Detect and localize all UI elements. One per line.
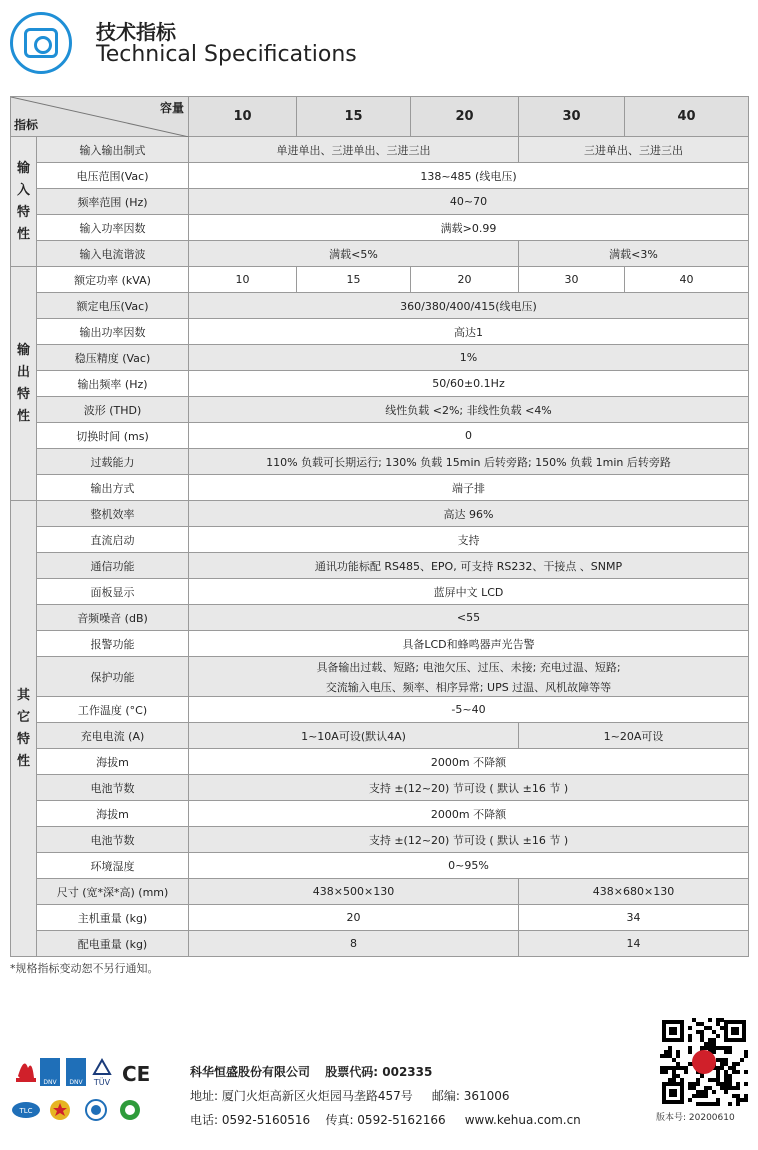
- row-label: 输出方式: [37, 475, 189, 501]
- value-cell: 满载<3%: [519, 241, 749, 267]
- value-cell: 438×500×130: [189, 879, 519, 905]
- value-cell: 14: [519, 931, 749, 957]
- group-label-input: [11, 137, 37, 267]
- value-text: 高达1: [454, 325, 483, 339]
- table-row: [11, 579, 749, 605]
- table-row: [11, 241, 749, 267]
- svg-text:DNV: DNV: [43, 1079, 57, 1086]
- row-label: 电压范围(Vac): [37, 163, 189, 189]
- row-label: 海拔m: [37, 801, 189, 827]
- title-cn: 技术指标: [96, 20, 176, 44]
- value-text: 2000m 不降额: [430, 807, 507, 821]
- value-text: 线性负载 <2%; 非线性负载 <4%: [385, 403, 552, 417]
- title-en: Technical Specifications: [96, 42, 357, 67]
- row-label: 音频噪音 (dB): [37, 605, 189, 631]
- value-cell: [189, 605, 749, 631]
- value-text: 支持 ±(12~20) 节可设 ( 默认 ±16 节 ): [368, 781, 569, 795]
- row-label: 输入电流谐波: [37, 241, 189, 267]
- fax: 传真: 0592-5162166: [325, 1113, 446, 1127]
- spec-table: [10, 96, 749, 957]
- table-row: [11, 827, 749, 853]
- dnv-icon-2: [66, 1058, 86, 1086]
- row-label: 海拔m: [37, 749, 189, 775]
- value-text: <55: [456, 611, 481, 624]
- value-cell: 单进单出、三进单出、三进三出: [189, 137, 519, 163]
- row-label: 额定电压(Vac): [37, 293, 189, 319]
- group-label-other: [11, 501, 37, 957]
- table-row: [11, 293, 749, 319]
- spec-icon: [10, 12, 72, 74]
- value-cell: 40: [625, 267, 749, 293]
- capacity-header: 15: [297, 97, 411, 137]
- value-cell: [189, 657, 749, 697]
- value-text: 360/380/400/415(线电压): [400, 299, 537, 313]
- value-cell: [189, 553, 749, 579]
- value-text: 具备输出过载、短路; 电池欠压、过压、未接; 充电过温、短路;: [316, 660, 621, 674]
- value-cell: [189, 775, 749, 801]
- flame-icon: [16, 1064, 36, 1083]
- value-cell: 三进单出、三进三出: [519, 137, 749, 163]
- value-cell: [189, 345, 749, 371]
- value-cell: 20: [411, 267, 519, 293]
- row-label: 电池节数: [37, 775, 189, 801]
- value-cell: [189, 579, 749, 605]
- table-row: [11, 723, 749, 749]
- value-cell: [189, 475, 749, 501]
- row-label: 输入功率因数: [37, 215, 189, 241]
- row-label: 整机效率: [37, 501, 189, 527]
- value-cell: [189, 631, 749, 657]
- row-label: 额定功率 (kVA): [37, 267, 189, 293]
- footnote: *规格指标变动恕不另行通知。: [10, 962, 159, 975]
- value-cell: [189, 371, 749, 397]
- row-label: 稳压精度 (Vac): [37, 345, 189, 371]
- table-row: [11, 657, 749, 697]
- table-row: [11, 189, 749, 215]
- table-row: [11, 527, 749, 553]
- ce-icon: [122, 1062, 150, 1086]
- value-cell: 10: [189, 267, 297, 293]
- row-label: 电池节数: [37, 827, 189, 853]
- row-label: 工作温度 (°C): [37, 697, 189, 723]
- table-row: [11, 553, 749, 579]
- table-row: [11, 397, 749, 423]
- value-text: 1%: [459, 351, 478, 364]
- value-text: 0~95%: [448, 859, 489, 872]
- address: 地址: 厦门火炬高新区火炬园马垄路457号: [190, 1089, 413, 1103]
- row-label: 通信功能: [37, 553, 189, 579]
- value-cell: 20: [189, 905, 519, 931]
- row-label: 过载能力: [37, 449, 189, 475]
- table-row: [11, 215, 749, 241]
- value-text: 0: [465, 429, 472, 442]
- value-text: 110% 负载可长期运行; 130% 负载 15min 后转旁路; 150% 负载 1min 后转旁路: [266, 455, 671, 469]
- table-row: [11, 449, 749, 475]
- value-cell: 1~20A可设: [519, 723, 749, 749]
- capacity-header: 30: [519, 97, 625, 137]
- row-label: 直流启动: [37, 527, 189, 553]
- table-row: [11, 605, 749, 631]
- value-text: 具备LCD和蜂鸣器声光告警: [402, 637, 535, 651]
- value-cell: 438×680×130: [519, 879, 749, 905]
- table-row: [11, 345, 749, 371]
- capacity-header: 10: [189, 97, 297, 137]
- value-cell: [189, 801, 749, 827]
- row-label: 保护功能: [37, 657, 189, 697]
- page-header: [10, 8, 750, 78]
- row-label: 配电重量 (kg): [37, 931, 189, 957]
- stock-code: 股票代码: 002335: [325, 1065, 433, 1079]
- value-text: 满载>0.99: [440, 221, 497, 235]
- table-row: [11, 371, 749, 397]
- value-cell: [189, 397, 749, 423]
- table-row: [11, 631, 749, 657]
- group-label-text: 其 它 特 性: [16, 687, 30, 769]
- value-text: 支持 ±(12~20) 节可设 ( 默认 ±16 节 ): [368, 833, 569, 847]
- table-row: [11, 501, 749, 527]
- group-label-text: 输 出 特 性: [16, 342, 30, 424]
- value-text: 高达 96%: [443, 507, 494, 521]
- row-label: 波形 (THD): [37, 397, 189, 423]
- capacity-header: 20: [411, 97, 519, 137]
- group-label-text: 输 入 特 性: [16, 160, 30, 242]
- table-row: [11, 319, 749, 345]
- value-text: 支持: [457, 533, 480, 547]
- company-name: 科华恒盛股份有限公司: [190, 1065, 311, 1079]
- value-cell: [189, 163, 749, 189]
- value-cell: [189, 501, 749, 527]
- value-cell: 15: [297, 267, 411, 293]
- dnv-icon: [40, 1058, 60, 1086]
- table-row: [11, 853, 749, 879]
- row-label: 输出频率 (Hz): [37, 371, 189, 397]
- green-icon: [120, 1100, 140, 1120]
- value-cell: [189, 527, 749, 553]
- value-cell: [189, 319, 749, 345]
- corner-index: 指标: [14, 118, 39, 132]
- table-corner: [11, 97, 189, 137]
- table-row: [11, 749, 749, 775]
- value-text: 交流输入电压、频率、相序异常; UPS 过温、风机故障等等: [325, 680, 612, 694]
- certification-logos: [10, 1056, 170, 1126]
- group-label-output: [11, 267, 37, 501]
- value-cell: [189, 827, 749, 853]
- value-text: 2000m 不降额: [430, 755, 507, 769]
- tlc-icon: [12, 1102, 40, 1118]
- value-cell: 30: [519, 267, 625, 293]
- value-text: 端子排: [452, 481, 485, 495]
- tuv-icon: [93, 1060, 111, 1087]
- website[interactable]: www.kehua.com.cn: [464, 1113, 581, 1127]
- value-cell: 满载<5%: [189, 241, 519, 267]
- svg-text:DNV: DNV: [69, 1079, 83, 1086]
- value-cell: [189, 423, 749, 449]
- cert-icons: [10, 1056, 170, 1126]
- row-label: 环境湿度: [37, 853, 189, 879]
- postcode: 邮编: 361006: [431, 1089, 510, 1103]
- svg-text:CE: CE: [122, 1062, 151, 1086]
- value-cell: 1~10A可设(默认4A): [189, 723, 519, 749]
- award-icon: [50, 1100, 70, 1120]
- value-cell: 34: [519, 905, 749, 931]
- value-cell: [189, 449, 749, 475]
- value-text: -5~40: [451, 703, 486, 716]
- row-label: 主机重量 (kg): [37, 905, 189, 931]
- value-text: 通讯功能标配 RS485、EPO, 可支持 RS232、干接点 、SNMP: [314, 559, 623, 573]
- corner-capacity: 容量: [159, 101, 184, 115]
- table-row: [11, 423, 749, 449]
- table-row: [11, 137, 749, 163]
- table-row: [11, 267, 749, 293]
- phone: 电话: 0592-5160516: [190, 1113, 311, 1127]
- row-label: 频率范围 (Hz): [37, 189, 189, 215]
- row-label: 切换时间 (ms): [37, 423, 189, 449]
- table-row: [11, 163, 749, 189]
- table-row: [11, 879, 749, 905]
- svg-text:TÜV: TÜV: [93, 1078, 111, 1087]
- table-row: [11, 697, 749, 723]
- value-cell: 8: [189, 931, 519, 957]
- row-label: 尺寸 (宽*深*高) (mm): [37, 879, 189, 905]
- value-text: 50/60±0.1Hz: [432, 377, 505, 390]
- row-label: 报警功能: [37, 631, 189, 657]
- table-row: [11, 475, 749, 501]
- table-row: [11, 931, 749, 957]
- value-cell: [189, 853, 749, 879]
- company-info: [190, 1060, 581, 1132]
- value-cell: [189, 215, 749, 241]
- version-number: 版本号: 20200610: [656, 1113, 735, 1123]
- capacity-header: 40: [625, 97, 749, 137]
- row-label: 面板显示: [37, 579, 189, 605]
- value-text: 蓝屏中文 LCD: [433, 585, 504, 599]
- table-row: [11, 775, 749, 801]
- value-cell: [189, 189, 749, 215]
- value-cell: [189, 293, 749, 319]
- row-label: 充电电流 (A): [37, 723, 189, 749]
- row-label: 输出功率因数: [37, 319, 189, 345]
- quality-icon: [86, 1100, 106, 1120]
- value-cell: [189, 749, 749, 775]
- row-label: 输入输出制式: [37, 137, 189, 163]
- value-cell: [189, 697, 749, 723]
- value-text: 138~485 (线电压): [420, 169, 517, 183]
- table-row: [11, 905, 749, 931]
- table-row: [11, 801, 749, 827]
- svg-text:TLC: TLC: [19, 1107, 33, 1115]
- value-text: 40~70: [449, 195, 488, 208]
- qr-code-icon: [660, 1018, 748, 1106]
